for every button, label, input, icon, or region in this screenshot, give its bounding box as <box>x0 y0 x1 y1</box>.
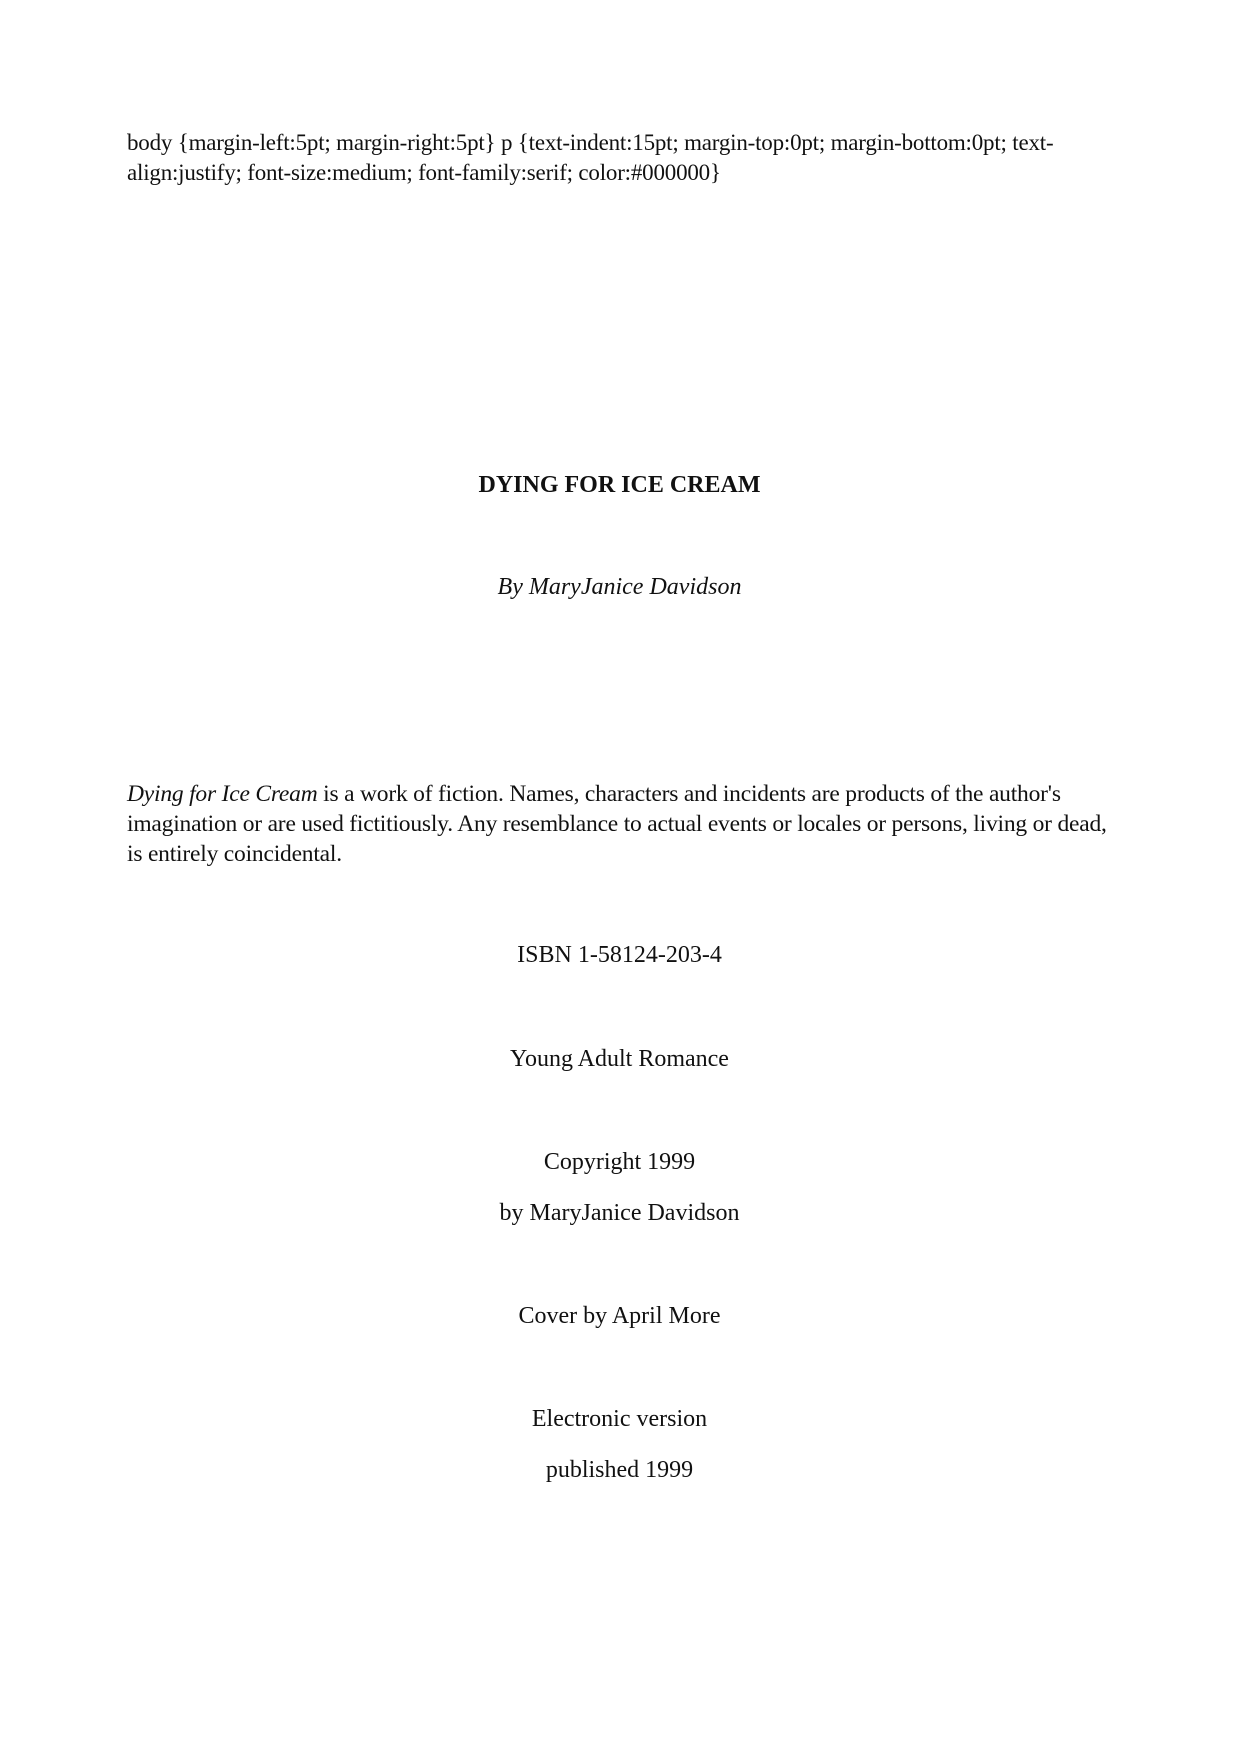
author-byline: By MaryJanice Davidson <box>497 574 742 600</box>
disclaimer-book-title: Dying for Ice Cream <box>127 781 318 807</box>
genre: Young Adult Romance <box>510 1046 729 1072</box>
book-title: DYING FOR ICE CREAM <box>478 472 761 498</box>
published-date: published 1999 <box>545 1457 694 1483</box>
fiction-disclaimer <box>127 779 1117 869</box>
copyright: Copyright 1999 <box>543 1149 696 1175</box>
stray-css-text: body {margin-left:5pt; margin-right:5pt} p {text-indent:15pt; margin-top:0pt; margin-bottom:0pt; text-align:justify; font-size:medium; font-family:serif; color:#000000} <box>127 130 1054 185</box>
disclaimer-text: is a work of fiction. Names, characters and incidents are products of the author's imagination or are used fictitiously. Any resemblance to actual events or locales or persons, living or dead, is entirely coincidental. <box>127 781 1107 867</box>
electronic-version: Electronic version <box>531 1406 708 1432</box>
copyright-holder: by MaryJanice Davidson <box>499 1200 740 1226</box>
isbn: ISBN 1-58124-203-4 <box>517 942 722 968</box>
cover-credit: Cover by April More <box>518 1303 721 1329</box>
